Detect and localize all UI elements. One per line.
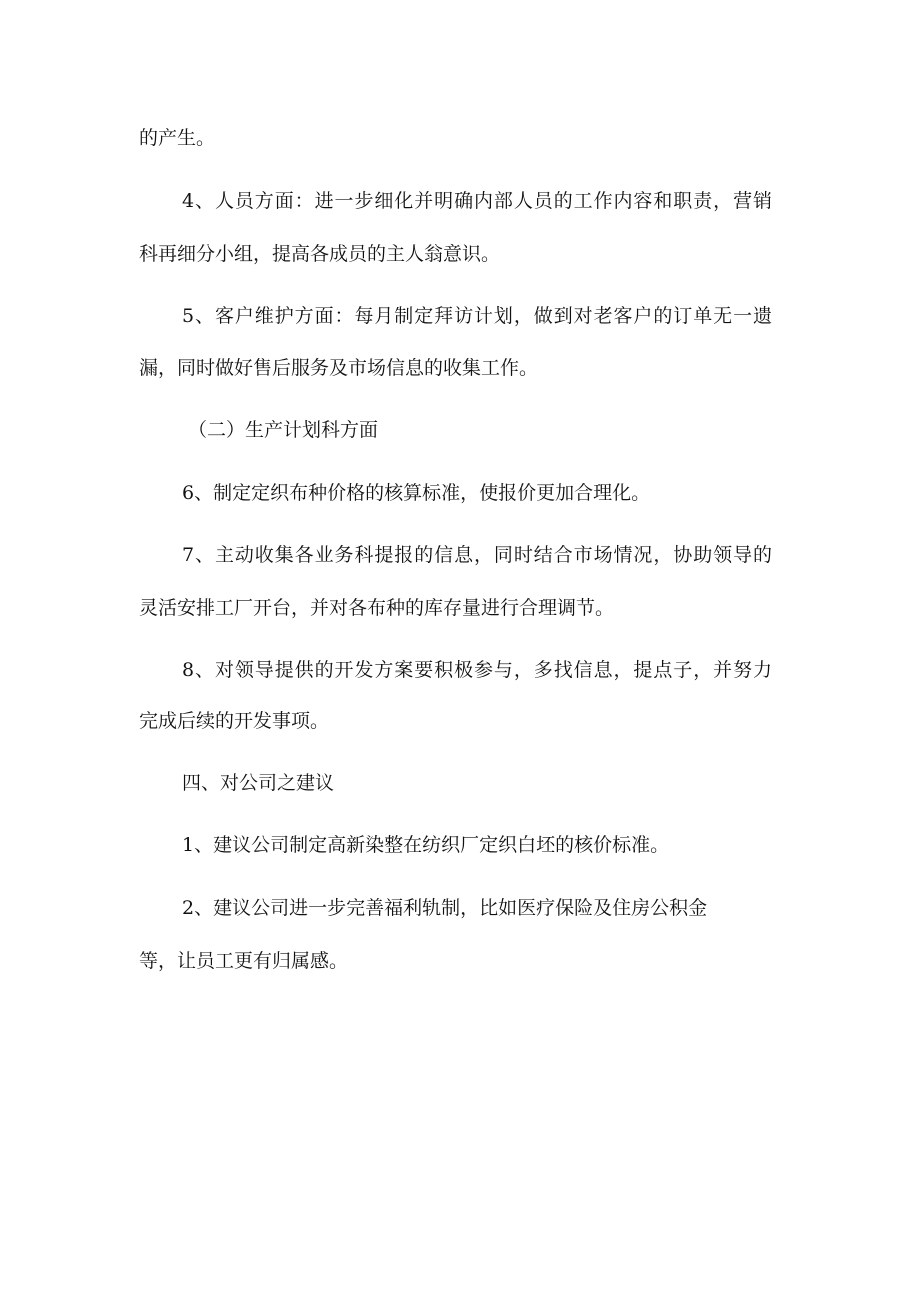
text-line-7: 7、主动收集各业务科提报的信息，同时结合市场情况，协助领导的 [182, 544, 772, 566]
text-line-6: 6、制定定织布种价格的核算标准，使报价更加合理化。 [182, 482, 651, 504]
text-line-8: 灵活安排工厂开台，并对各布种的库存量进行合理调节。 [139, 597, 615, 619]
text-line-4: 5、客户维护方面：每月制定拜访计划，做到对老客户的订单无一遗 [182, 305, 772, 327]
text-line-11: 1、建议公司制定高新染整在纺织厂定织白坯的核价标准。 [182, 834, 670, 856]
section-heading-suggestions: 四、对公司之建议 [182, 772, 335, 794]
text-line-10: 完成后续的开发事项。 [139, 710, 330, 732]
text-line-1: 的产生。 [139, 127, 216, 149]
text-line-9: 8、对领导提供的开发方案要积极参与，多找信息，提点子，并努力 [182, 659, 772, 681]
text-line-5: 漏，同时做好售后服务及市场信息的收集工作。 [139, 357, 539, 379]
text-line-13: 等，让员工更有归属感。 [139, 950, 349, 972]
text-line-3: 科再细分小组，提高各成员的主人翁意识。 [139, 243, 501, 265]
section-heading-production: （二）生产计划科方面 [188, 419, 379, 441]
text-line-2: 4、人员方面：进一步细化并明确内部人员的工作内容和职责，营销 [182, 190, 772, 212]
text-line-12: 2、建议公司进一步完善福利轨制，比如医疗保险及住房公积金 [182, 897, 708, 919]
